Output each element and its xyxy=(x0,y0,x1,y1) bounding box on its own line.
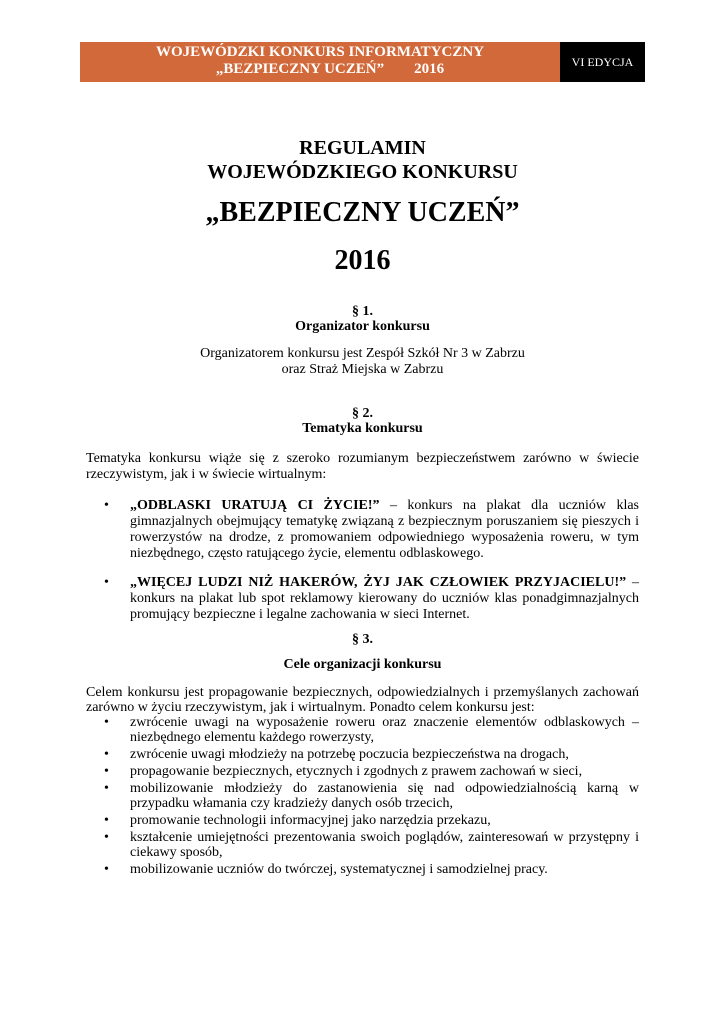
list-item-text: promowanie technologii informacyjnej jako narzędzia przekazu, xyxy=(130,813,491,828)
title-contest-name: „BEZPIECZNY UCZEŃ” xyxy=(205,197,520,228)
bullet-icon: • xyxy=(104,715,109,730)
list-item xyxy=(86,862,639,877)
bullet-icon: • xyxy=(104,813,109,828)
section-3-number: § 3. xyxy=(352,632,373,647)
list-item-text: propagowanie bezpiecznych, etycznych i zgodnych z prawem zachowań w sieci, xyxy=(130,764,583,779)
list-item xyxy=(86,747,639,762)
list-item-text xyxy=(130,575,639,623)
contest-2-description: – konkurs na plakat lub spot reklamowy kierowany do uczniów klas ponadgimnazjalnych promujący bezpieczne i legalne zachowania w sieci Internet. xyxy=(130,575,640,622)
header-banner xyxy=(80,42,645,82)
title-konkurs: WOJEWÓDZKIEGO KONKURSU xyxy=(207,161,518,183)
section-2-number: § 2. xyxy=(352,406,373,421)
banner-line-2 xyxy=(80,61,560,78)
edition-badge: VI EDYCJA xyxy=(560,42,645,82)
bullet-icon: • xyxy=(104,781,109,796)
title-regulamin: REGULAMIN xyxy=(299,137,426,159)
bullet-icon: • xyxy=(104,862,109,877)
list-item-text: kształcenie umiejętności prezentowania swoich poglądów, zainteresowań w przystępny i ciekawy sposób, xyxy=(130,830,639,860)
section-1-line-2: oraz Straż Miejska w Zabrzu xyxy=(281,362,444,377)
section-1-number: § 1. xyxy=(352,304,373,319)
contest-2-title: „WIĘCEJ LUDZI NIŻ HAKERÓW, ŻYJ JAK CZŁOWIEK PRZYJACIELU!” xyxy=(130,575,627,590)
list-item xyxy=(86,764,639,779)
section-1-line-1: Organizatorem konkursu jest Zespół Szkół Nr 3 w Zabrzu xyxy=(200,346,525,361)
list-item xyxy=(86,715,639,745)
section-3-intro: Celem konkursu jest propagowanie bezpiecznych, odpowiedzialnych i przemyślanych zachowań zarówno w życiu rzeczywistym, jak i wirtualnym. Ponadto celem konkursu jest: xyxy=(86,685,639,715)
banner-title xyxy=(80,42,560,82)
bullet-icon: • xyxy=(104,747,109,762)
section-3-heading: Cele organizacji konkursu xyxy=(283,657,442,672)
bullet-icon: • xyxy=(104,830,109,845)
bullet-icon: • xyxy=(104,498,109,513)
section-2-heading: Tematyka konkursu xyxy=(302,421,423,436)
list-item xyxy=(86,781,639,811)
list-item-text: zwrócenie uwagi na wyposażenie roweru oraz znaczenie elementów odblaskowych – niezbędnego elementu każdego rowerzysty, xyxy=(130,715,639,745)
list-item-text: zwrócenie uwagi młodzieży na potrzebę poczucia bezpieczeństwa na drogach, xyxy=(130,747,569,762)
banner-year: 2016 xyxy=(414,61,445,77)
contest-1-title: „ODBLASKI URATUJĄ CI ŻYCIE!” xyxy=(130,498,380,513)
goals-list xyxy=(86,715,639,879)
list-item xyxy=(86,813,639,828)
banner-line-1: WOJEWÓDZKI KONKURS INFORMATYCZNY xyxy=(155,44,485,60)
list-item xyxy=(86,830,639,860)
bullet-icon: • xyxy=(104,575,109,590)
section-2-intro: Tematyka konkursu wiąże się z szeroko rozumianym bezpieczeństwem zarówno w świecie rzeczywistym, jak i w świecie wirtualnym: xyxy=(86,451,639,482)
contest-1-description: – konkurs na plakat dla uczniów klas gimnazjalnych obejmujący tematykę związaną z bezpiecznym poruszaniem się pieszych i rowerzystów na drodze, z promowaniem odpowiedniego wyposażenia roweru, w tym niezbędnego, często ratującego życie, elementu odblaskowego. xyxy=(130,498,639,561)
bullet-icon: • xyxy=(104,764,109,779)
list-item-text: mobilizowanie uczniów do twórczej, systematycznej i samodzielnej pracy. xyxy=(130,862,548,877)
list-item-text xyxy=(130,498,639,562)
title-year: 2016 xyxy=(334,245,391,276)
list-item-text: mobilizowanie młodzieży do zastanowienia się nad odpowiedzialnością karną w przypadku włamania czy kradzieży danych osób trzecich, xyxy=(130,781,639,811)
banner-contest-name: „BEZPIECZNY UCZEŃ” xyxy=(215,61,385,77)
section-1-heading: Organizator konkursu xyxy=(295,319,430,334)
